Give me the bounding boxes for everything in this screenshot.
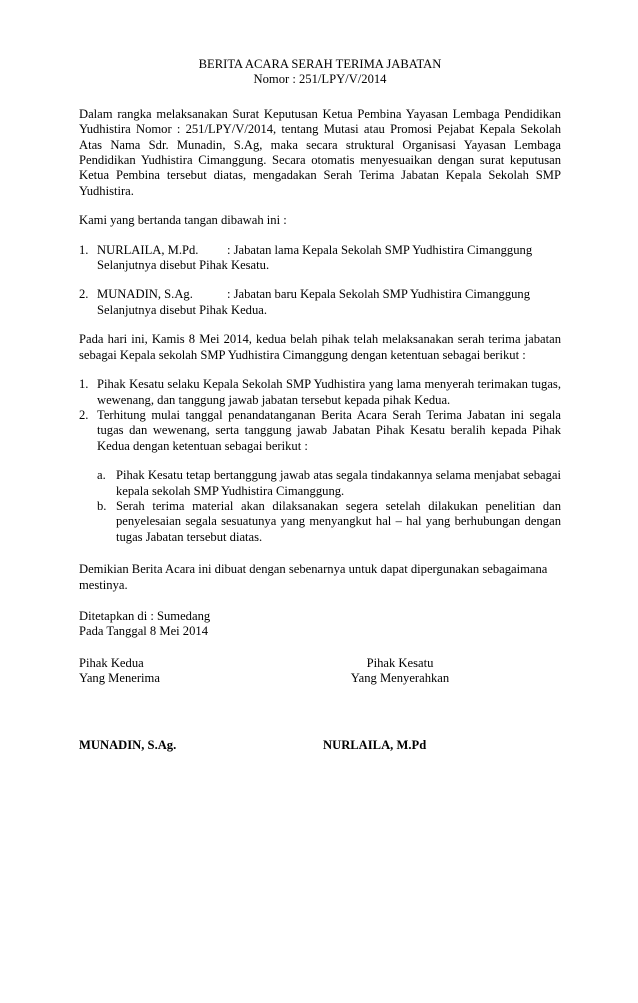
- event-paragraph: Pada hari ini, Kamis 8 Mei 2014, kedua belah pihak telah melaksanakan serah terima jabatan sebagai Kepala sekolah SMP Yudhistira Cimanggung dengan ketentuan sebagai berikut :: [79, 332, 561, 362]
- subterm-item: [79, 468, 561, 499]
- left-role: Pihak Kedua: [79, 655, 144, 670]
- term-1-text: Pihak Kesatu selaku Kepala Sekolah SMP Yudhistira yang lama menyerah terimakan tugas, wewenang, dan tanggung jawab jabatan tersebut kepada pihak Kedua.: [97, 377, 561, 407]
- right-role: Pihak Kesatu: [366, 655, 434, 670]
- subterm-a-text: Pihak Kesatu tetap bertanggung jawab atas segala tindakannya selama menjabat sebagai kepala sekolah SMP Yudhistira Cimanggung.: [116, 468, 561, 498]
- subterm-a-label: a.: [97, 468, 106, 483]
- party-1-note: Selanjutnya disebut Pihak Kesatu.: [97, 258, 270, 273]
- document-number: Nomor : 251/LPY/V/2014: [253, 72, 387, 87]
- right-action: Yang Menyerahkan: [350, 671, 450, 686]
- right-signatory-name: NURLAILA, M.Pd: [323, 737, 427, 752]
- date-line: Pada Tanggal 8 Mei 2014: [79, 624, 208, 639]
- term-item: [79, 408, 561, 454]
- closing-paragraph: Demikian Berita Acara ini dibuat dengan sebenarnya untuk dapat dipergunakan sebagaimana mestinya.: [79, 562, 548, 592]
- signature-names: [79, 738, 561, 753]
- left-signatory-name: MUNADIN, S.Ag.: [79, 737, 177, 752]
- subterms-list: [79, 468, 561, 545]
- subterm-b-text: Serah terima material akan dilaksanakan segera setelah dilakukan penelitian dan penyelesaian segala sesuatunya yang menyangkut hal – hal yang berhubungan dengan tugas Jabatan tersebut diatas.: [116, 498, 561, 544]
- party-1: [79, 243, 561, 274]
- party-2-position: : Jabatan baru Kepala Sekolah SMP Yudhistira Cimanggung: [227, 287, 531, 302]
- term-1-number: 1.: [79, 377, 89, 392]
- place-line: Ditetapkan di : Sumedang: [79, 608, 211, 623]
- party-1-position: : Jabatan lama Kepala Sekolah SMP Yudhistira Cimanggung: [227, 242, 533, 257]
- document-title: BERITA ACARA SERAH TERIMA JABATAN: [198, 57, 442, 71]
- terms-list: [79, 377, 561, 454]
- term-2-number: 2.: [79, 407, 89, 422]
- party-2-note: Selanjutnya disebut Pihak Kedua.: [97, 302, 267, 317]
- term-2-text: Terhitung mulai tanggal penandatanganan Berita Acara Serah Terima Jabatan ini segala tugas dan wewenang, serta tanggung jawab Jabatan Pihak Kesatu beralih kepada Pihak Kedua dengan ketentuan sebagai berikut :: [97, 407, 561, 453]
- term-item: [79, 377, 561, 408]
- document-page: [79, 57, 561, 753]
- party-1-name: NURLAILA, M.Pd.: [97, 242, 199, 257]
- party-2: [79, 287, 561, 318]
- signatories-intro: Kami yang bertanda tangan dibawah ini :: [79, 213, 287, 228]
- subterm-b-label: b.: [97, 498, 107, 513]
- party-2-number: 2.: [79, 287, 89, 302]
- intro-paragraph: Dalam rangka melaksanakan Surat Keputusan Ketua Pembina Yayasan Lembaga Pendidikan Yudhistira Nomor : 251/LPY/V/2014, tentang Mutasi atau Promosi Pejabat Kepala Sekolah Atas Nama Sdr. Munadin, S.Ag, maka secara struktural Organisasi Yayasan Lembaga Pendidikan Yudhistira Cimanggung. Secara otomatis menyesuaikan dengan surat keputusan Ketua Pembina tersebut diatas, mengadakan Serah Terima Jabatan Kepala Sekolah SMP Yudhistira.: [79, 106, 561, 198]
- party-1-number: 1.: [79, 242, 89, 257]
- subterm-item: [79, 499, 561, 545]
- party-2-name: MUNADIN, S.Ag.: [97, 287, 193, 302]
- signature-roles: [79, 656, 561, 687]
- left-action: Yang Menerima: [79, 671, 160, 686]
